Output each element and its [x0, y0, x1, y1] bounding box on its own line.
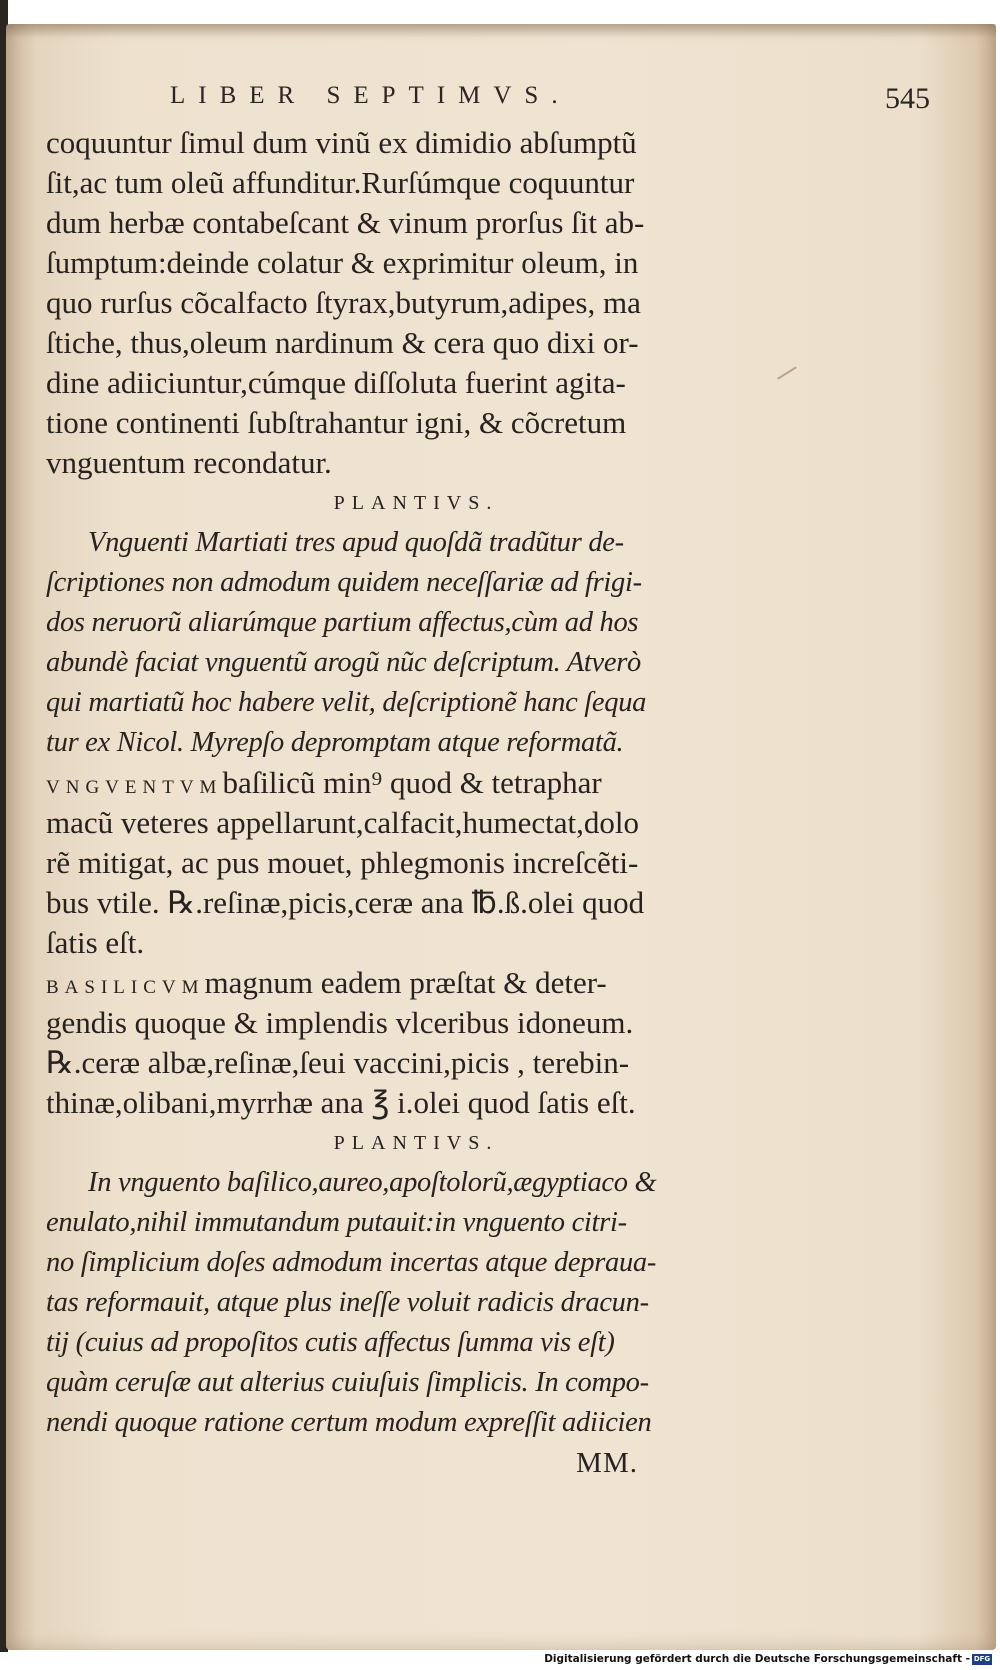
recipe-line [46, 963, 786, 1003]
running-head-title: LIBER SEPTIMVS. [170, 82, 571, 109]
leaf-shadow [6, 24, 996, 38]
italic-line: In vnguento baſilico,aureo,apoſtolorũ,ægyptiaco & [88, 1167, 657, 1198]
text-line: thinæ,olibani,myrrhæ ana ℥ i.olei quod ſatis eſt. [46, 1085, 636, 1120]
italic-line: qui martiatũ hoc habere velit, deſcriptionẽ hanc ſequa [46, 687, 647, 718]
italic-line: Vnguenti Martiati tres apud quoſdã tradũtur de- [88, 527, 624, 558]
text-line: vnguentum recondatur. [46, 445, 332, 480]
text-line: ſit,ac tum oleũ affunditur.Rurſúmque coquuntur [46, 165, 635, 200]
italic-line: ſcriptiones non admodum quidem neceſſariæ ad frigi- [46, 567, 642, 598]
italic-line: tas reformauit, atque plus ineſſe voluit radicis dracun- [46, 1287, 649, 1318]
text-line: tione continenti ſubſtrahantur igni, & cõcretum [46, 405, 627, 440]
recipe-line [46, 763, 786, 803]
running-head [170, 82, 930, 122]
dfg-logo: DFG [973, 1655, 991, 1663]
text-line: bus vtile. ℞.reſinæ,picis,ceræ ana ℔.ß.olei quod [46, 885, 645, 920]
section-heading: PLANTIVS. [333, 492, 499, 514]
section-heading: PLANTIVS. [333, 1132, 499, 1154]
text-block [46, 123, 786, 1483]
text-line: coquuntur ſimul dum vinũ ex dimidio abſumptũ [46, 125, 637, 160]
text-line: quo rurſus cõcalfacto ſtyrax,butyrum,adipes, ma [46, 285, 641, 320]
recipe-lead: BASILICVM [46, 977, 205, 998]
italic-line: enulato,nihil immutandum putauit:in vnguento citri- [46, 1207, 627, 1238]
text-line: dine adiiciuntur,cúmque diſſoluta fuerint agita- [46, 365, 626, 400]
text-line: dum herbæ contabeſcant & vinum prorſus ſit ab- [46, 205, 645, 240]
italic-line: abundè faciat vnguentũ arogũ nũc deſcriptum. Atverò [46, 647, 641, 678]
recipe-first-text: magnum eadem præſtat & deter- [204, 965, 607, 1000]
italic-line: dos neruorũ aliarúmque partium affectus,cùm ad hos [46, 607, 639, 638]
text-line: ℞.ceræ albæ,reſinæ,ſeui vaccini,picis , terebin- [46, 1045, 630, 1080]
text-line: macũ veteres appellarunt,calfacit,humectat,dolo [46, 805, 640, 840]
text-line: ſumptum:deinde colatur & exprimitur oleum, in [46, 245, 639, 280]
text-line: ſatis eſt. [46, 925, 145, 960]
italic-line: tur ex Nicol. Myrepſo depromptam atque reformatã. [46, 727, 624, 758]
funding-credit: Digitalisierung gefördert durch die Deutsche Forschungsgemeinschaft - [544, 1653, 970, 1665]
recipe-first-text: baſilicũ min⁹ quod & tetraphar [222, 765, 602, 800]
italic-line: no ſimplicium doſes admodum incertas atque deprauа- [46, 1247, 657, 1278]
italic-line: quàm ceruſæ aut alterius cuiuſuis ſimplicis. In compo- [46, 1367, 649, 1398]
catchword: MM. [576, 1447, 638, 1479]
italic-line: nendi quoque ratione certum modum expreſſit adiicien [46, 1407, 652, 1438]
italic-line: tij (cuius ad propoſitos cutis affectus ſumma vis eſt) [46, 1327, 615, 1358]
recipe-lead: VNGVENTVM [46, 777, 223, 798]
text-line: rẽ mitigat, ac pus mouet, phlegmonis increſcẽti- [46, 845, 639, 880]
page-number: 545 [885, 82, 930, 115]
text-line: gendis quoque & implendis vlceribus idoneum. [46, 1005, 634, 1040]
text-line: ſtiche, thus,oleum nardinum & cera quo dixi or- [46, 325, 639, 360]
